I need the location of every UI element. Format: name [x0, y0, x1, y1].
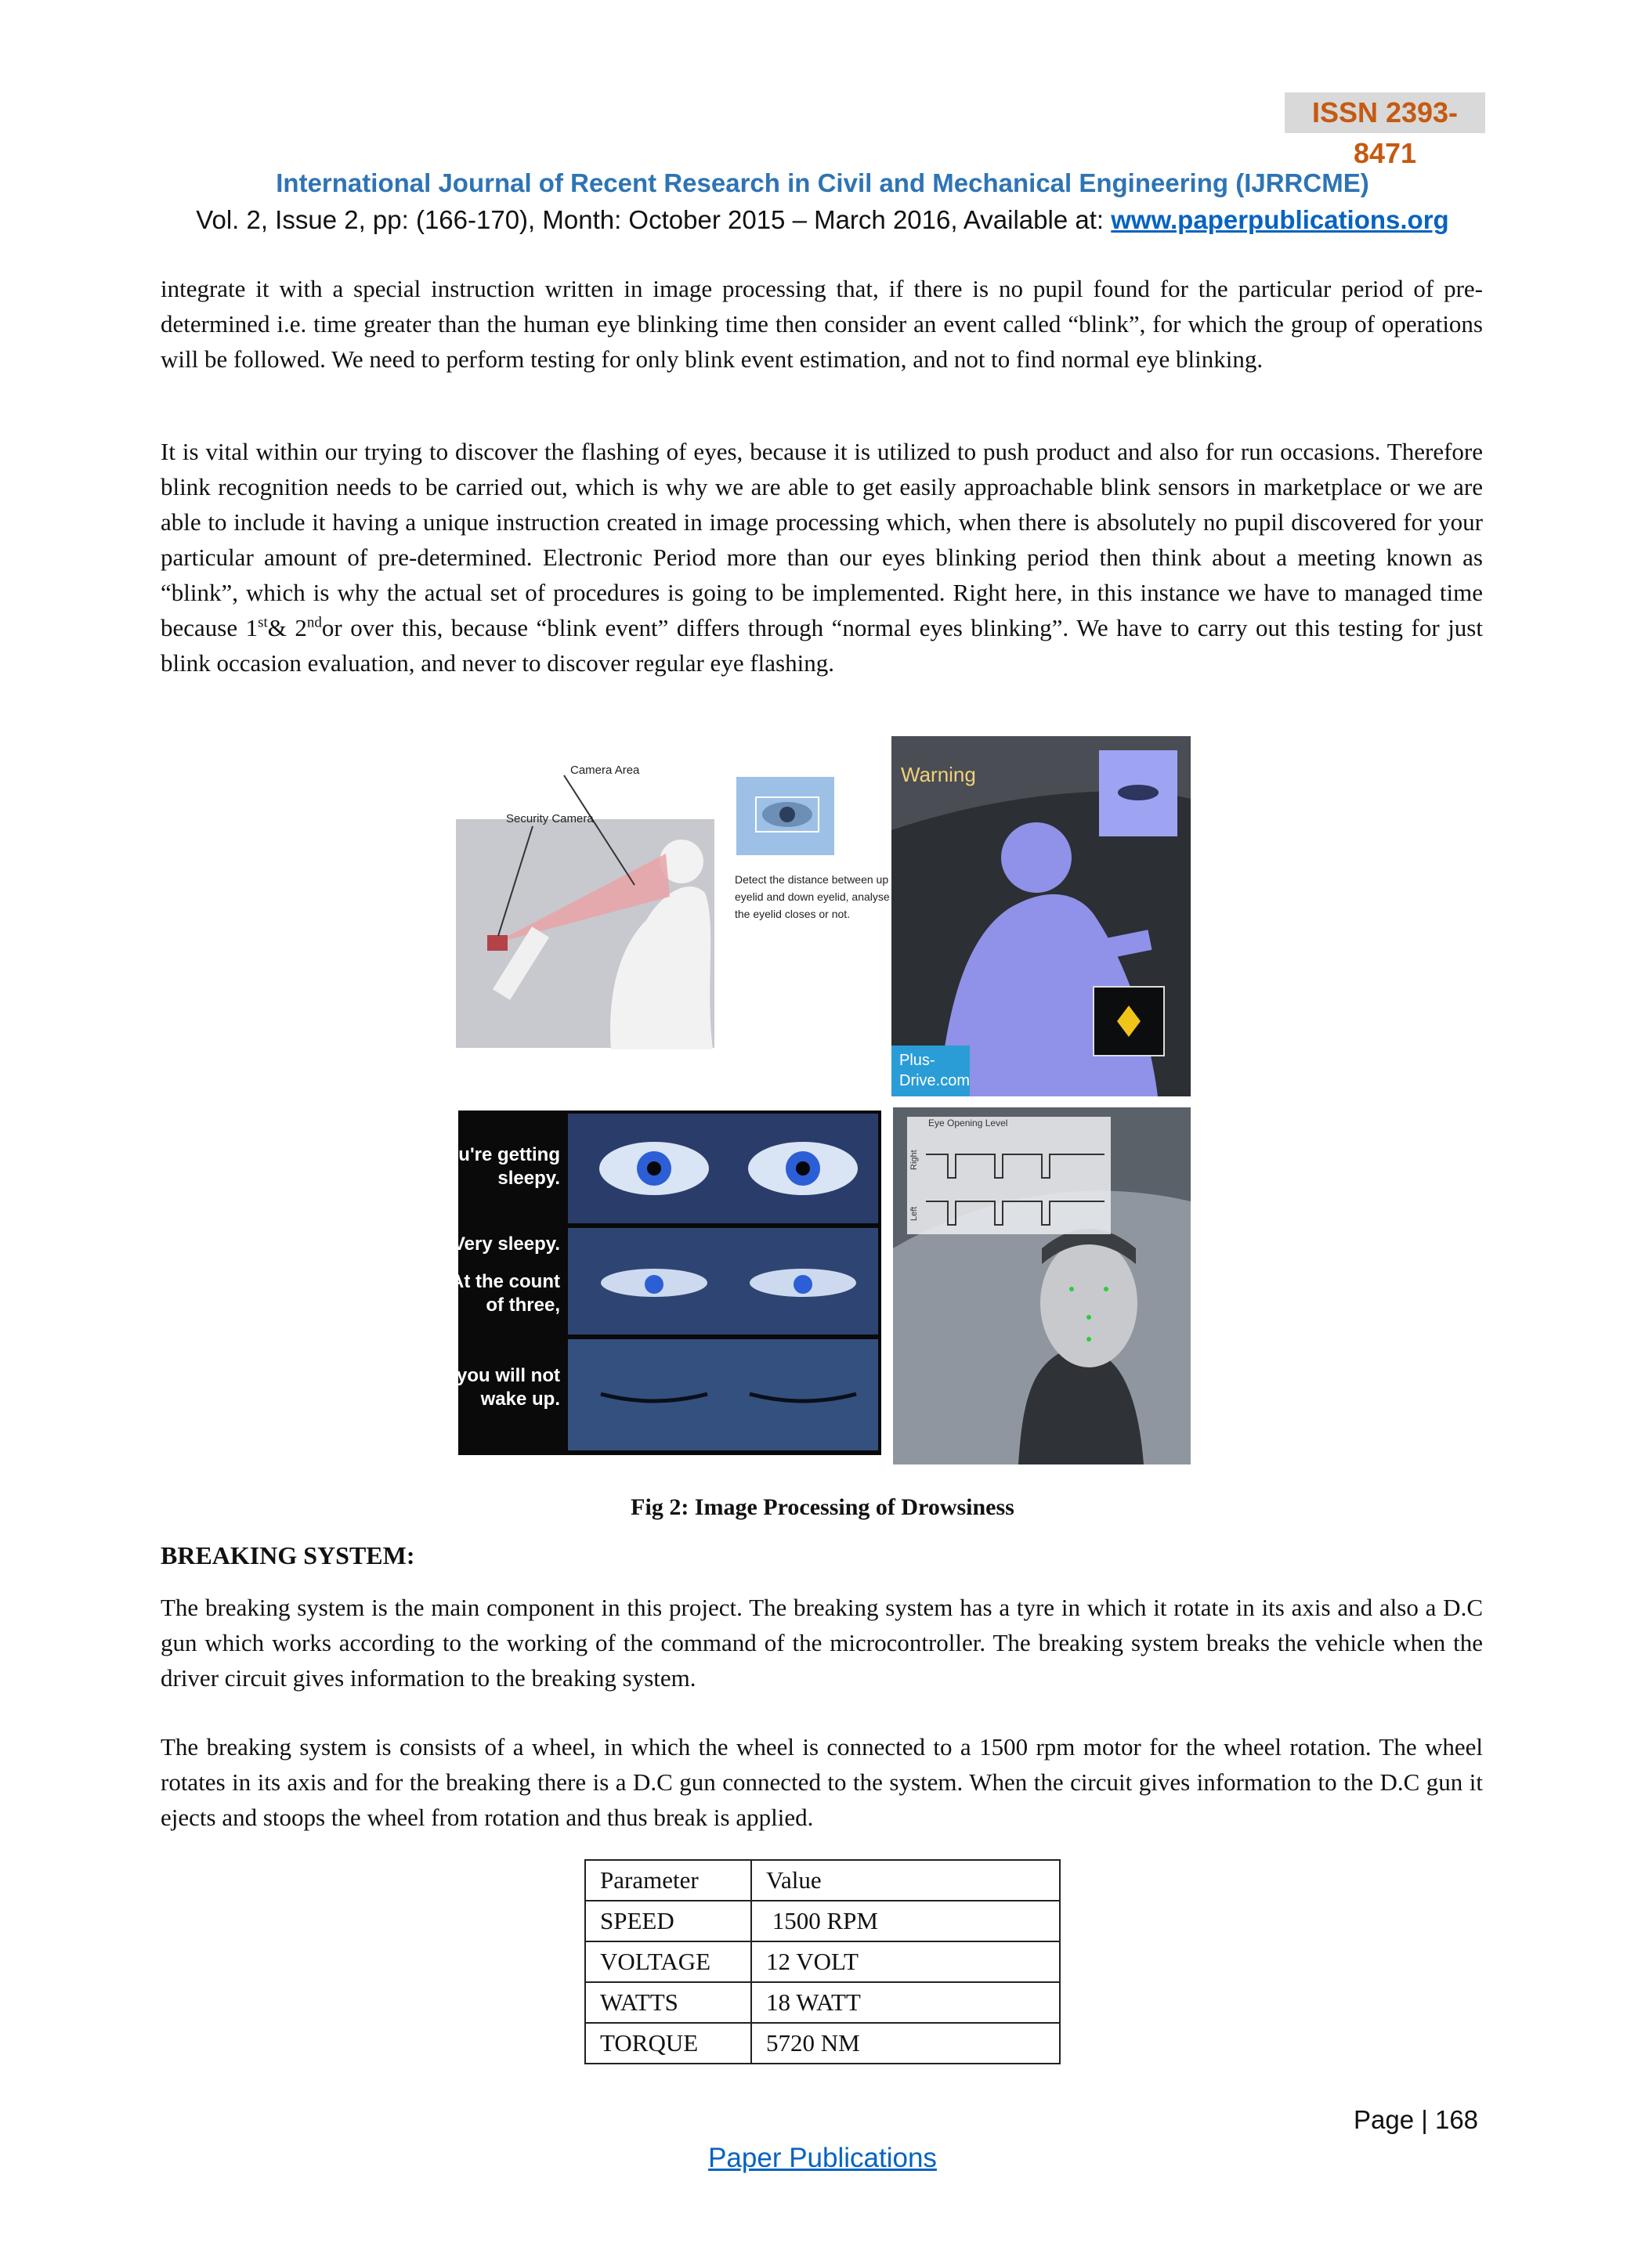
panel-face-tracking [893, 1107, 1191, 1464]
label-camera-area: Camera Area [570, 764, 640, 777]
table-header-row [585, 1860, 1060, 1901]
table-cell: 18 WATT [751, 1982, 1060, 2023]
figure-drowsiness [436, 736, 1192, 1464]
label-sleepy-2: sleepy. [497, 1168, 560, 1189]
volume-text: Vol. 2, Issue 2, pp: (166-170), Month: October 2015 – March 2016, Available at: [196, 205, 1112, 234]
label-detect-2: eyelid and down eyelid, analyse [735, 890, 890, 903]
publisher-footer[interactable]: Paper Publications [708, 2143, 937, 2173]
label-left: Left [909, 1206, 919, 1221]
issn-badge: ISSN 2393-8471 [1285, 92, 1485, 133]
label-right: Right [909, 1150, 919, 1170]
table-cell: SPEED [585, 1901, 751, 1941]
volume-line [0, 205, 1645, 235]
table-row [585, 1901, 1060, 1941]
label-detect-3: the eyelid closes or not. [735, 908, 851, 920]
panel-camera-diagram [454, 736, 893, 1065]
table-cell: WATTS [585, 1982, 751, 2023]
panel-driver-warning [891, 736, 1191, 1096]
figure-caption: Fig 2: Image Processing of Drowsiness [631, 1494, 1014, 1520]
table-cell: 12 VOLT [751, 1941, 1060, 1982]
table-header-cell: Parameter [585, 1860, 751, 1901]
superscript-nd: nd [306, 614, 322, 631]
paragraph-2-part-c: or over this, because “blink event” differs through “normal eyes blinking”. We have to carry out this testing for just blink occasion evaluation, and never to discover regular eye flashing. [161, 614, 1483, 677]
table-row [585, 2023, 1060, 2064]
label-brand-1: Plus- [899, 1052, 935, 1069]
label-brand-2: Drive.com [899, 1072, 971, 1089]
section-heading: BREAKING SYSTEM: [161, 1541, 415, 1569]
table-row [585, 1941, 1060, 1982]
paragraph-2-part-b: & 2 [267, 614, 307, 641]
paragraph-1: integrate it with a special instruction written in image processing that, if there is no pupil found for the particular period of pre-determined i.e. time greater than the human eye blinking time then consider an event called “blink”, for which the group of operations will be followed. We need to perform testing for only blink event estimation, and not to find normal eye blinking. [161, 275, 1483, 373]
section-paragraph-2: The breaking system is consists of a wheel, in which the wheel is connected to a 1500 rpm motor for the wheel rotation. The wheel rotates in its axis and for the breaking there is a D.C gun connected to the system. When the circuit gives information to the D.C gun it ejects and stoops the wheel from rotation and thus break is applied. [161, 1733, 1483, 1831]
label-sleepy-3: Very sleepy. [453, 1233, 560, 1255]
label-sleepy-6: you will not [457, 1365, 560, 1386]
superscript-st: st [258, 614, 268, 631]
table-row [585, 1982, 1060, 2023]
paragraph-2 [161, 434, 1483, 681]
table-header-cell: Value [751, 1860, 1060, 1901]
table-cell: VOLTAGE [585, 1941, 751, 1982]
table-cell: 5720 NM [751, 2023, 1060, 2064]
table-cell: 1500 RPM [751, 1901, 1060, 1941]
label-sleepy-4: At the count [450, 1271, 560, 1292]
panel-sleepy-eyes [436, 1111, 881, 1455]
label-warning: Warning [901, 763, 976, 786]
journal-title: International Journal of Recent Research in Civil and Mechanical Engineering (IJRRCME) [276, 168, 1369, 197]
page-number: Page | 168 [1354, 2105, 1479, 2134]
label-sleepy-1: You're getting [436, 1144, 560, 1165]
label-security-camera: Security Camera [506, 812, 594, 825]
table-cell: TORQUE [585, 2023, 751, 2064]
label-eye-opening: Eye Opening Level [928, 1118, 1008, 1129]
parameter-table [584, 1859, 1061, 2064]
label-sleepy-7: wake up. [480, 1389, 560, 1410]
label-sleepy-5: of three, [486, 1295, 560, 1316]
label-detect-1: Detect the distance between up [735, 873, 889, 886]
paragraph-2-part-a: It is vital within our trying to discover the flashing of eyes, because it is utilized to push product and also for run occasions. Therefore blink recognition needs to be carried out, which is why we are able to get easily approachable blink sensors in marketplace or we are able to include it having a unique instruction created in image processing which, when there is absolutely no pupil discovered for your particular amount of pre-determined. Electronic Period more than our eyes blinking period then think about a meeting known as “blink”, which is why the actual set of procedures is going to be implemented. Right here, in this instance we have to managed time because 1 [161, 438, 1483, 641]
website-link[interactable]: www.paperpublications.org [1111, 205, 1449, 234]
section-paragraph-1: The breaking system is the main component in this project. The breaking system has a tyre in which it rotate in its axis and also a D.C gun which works according to the working of the command of the microcontroller. The breaking system breaks the vehicle when the driver circuit gives information to the breaking system. [161, 1594, 1483, 1692]
